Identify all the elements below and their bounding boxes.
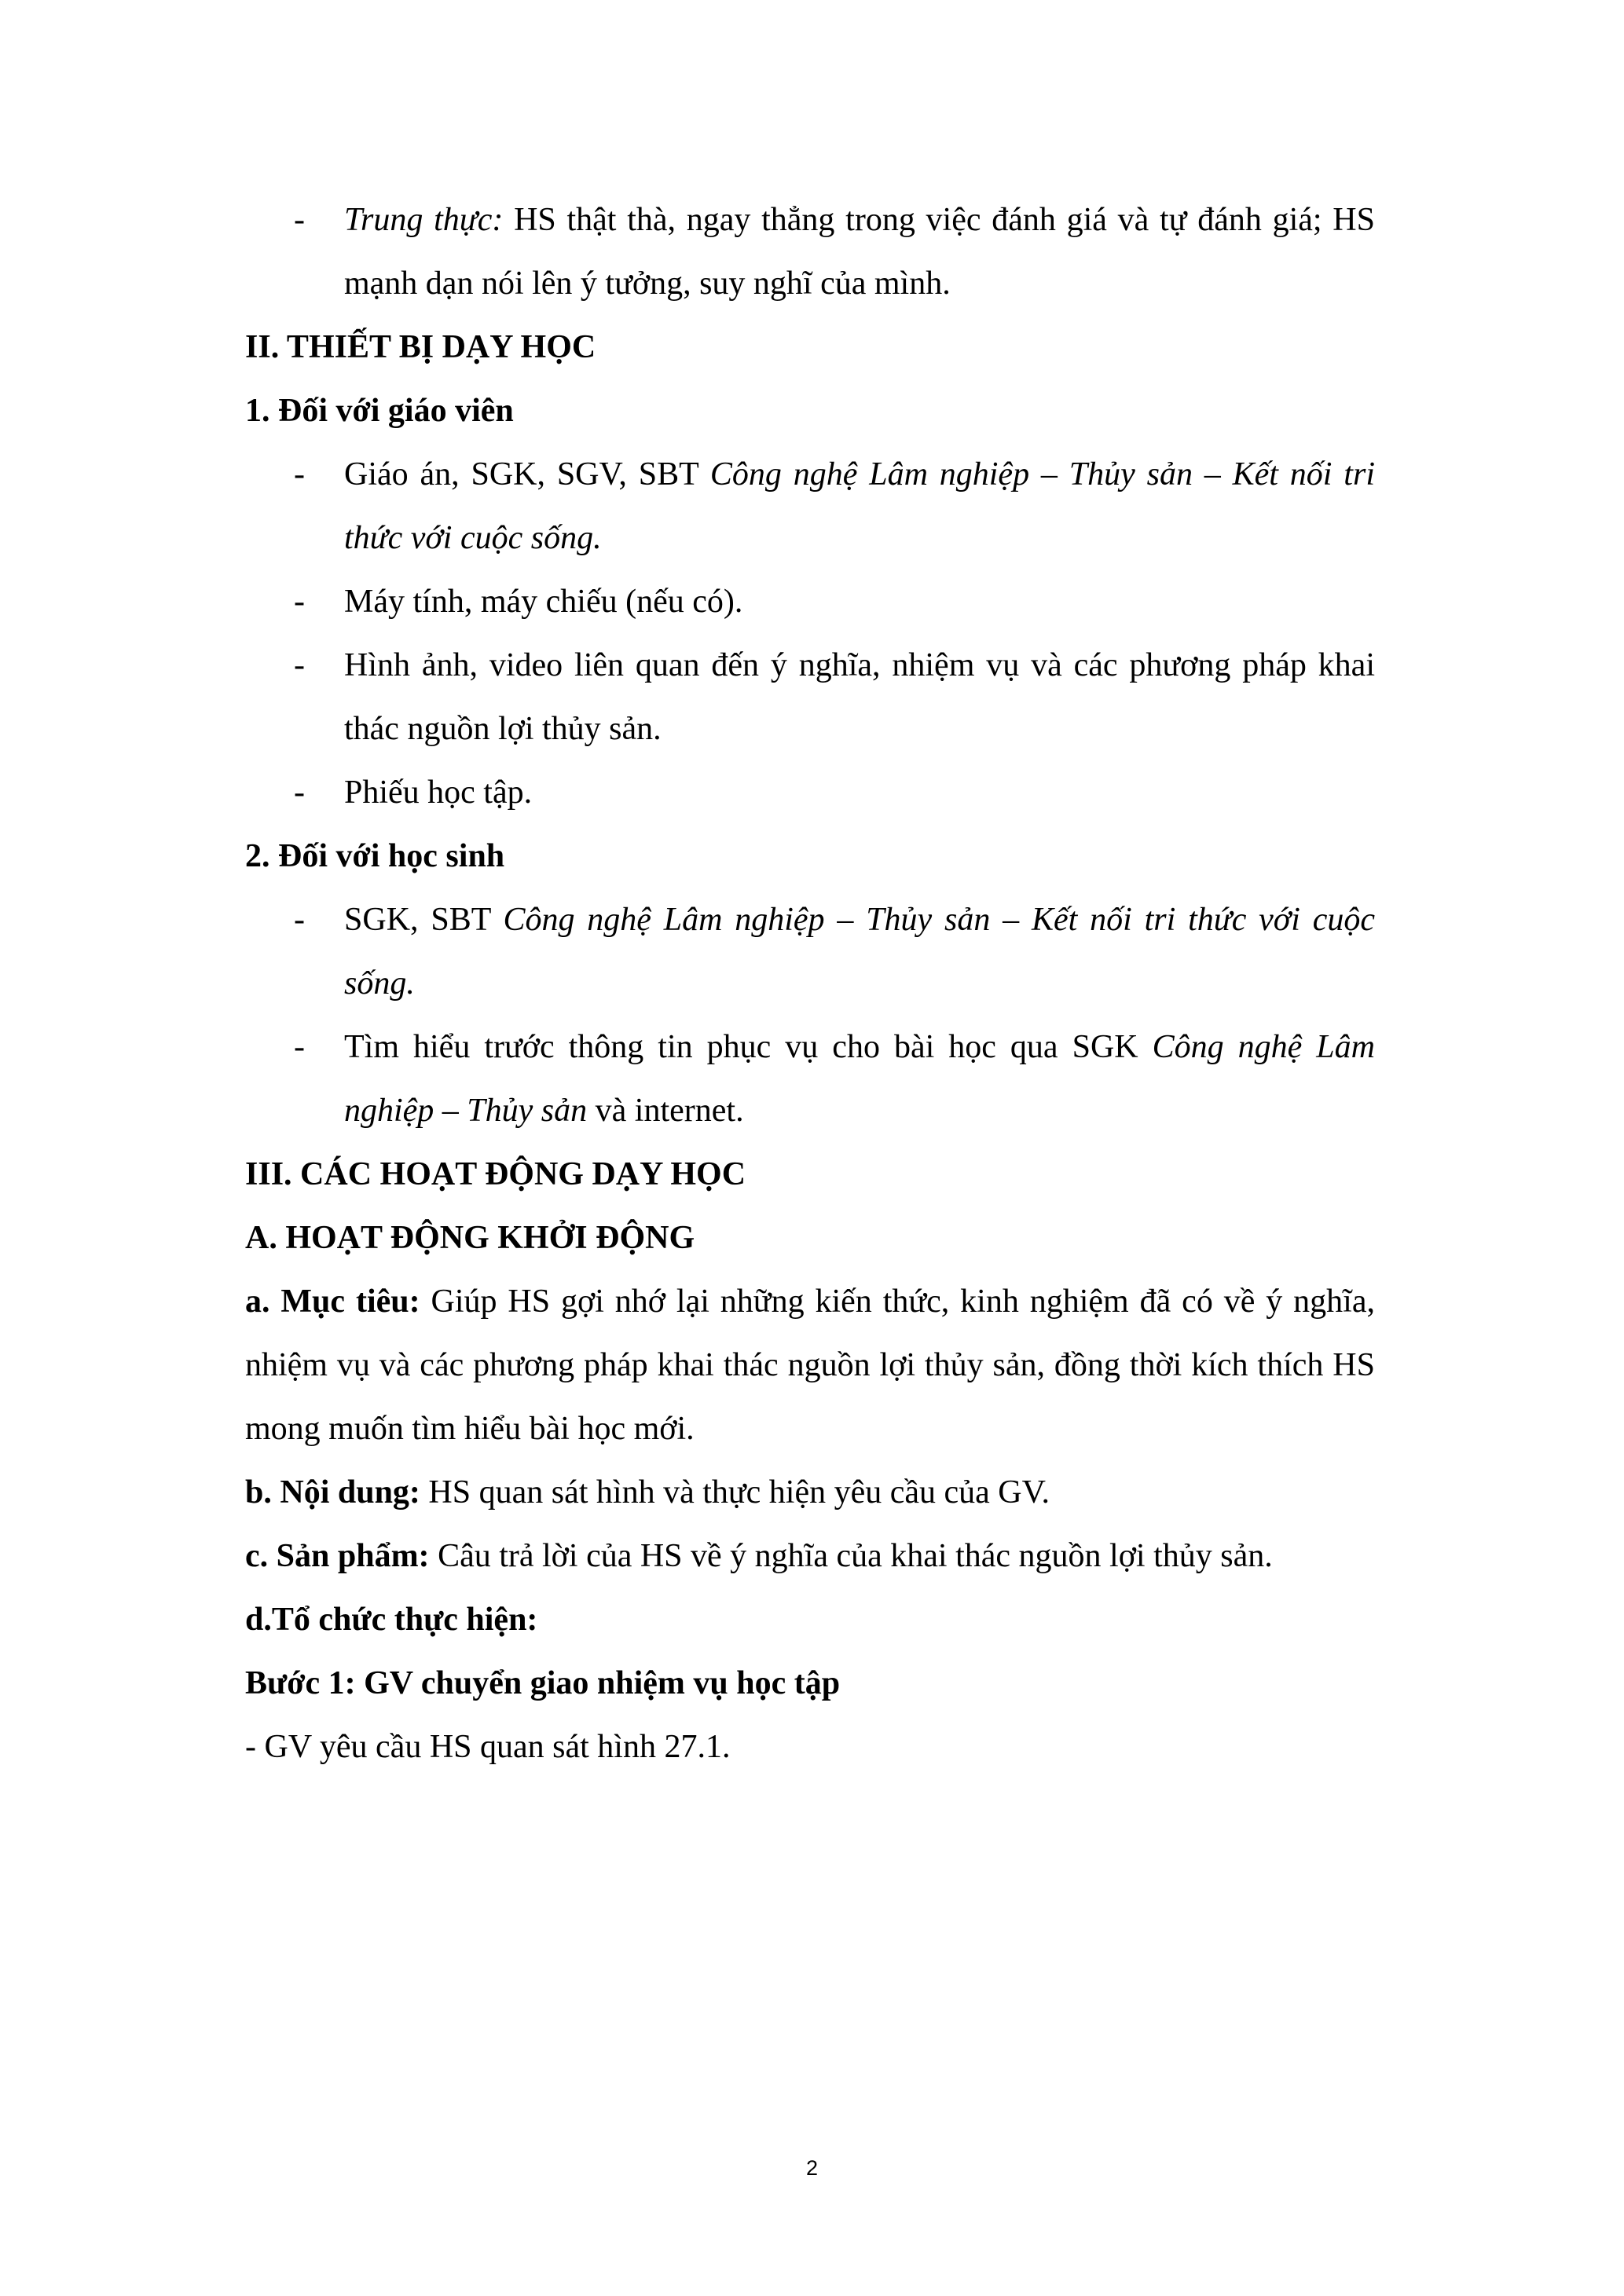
bullet-dash: - bbox=[294, 902, 305, 938]
teacher-subtitle: 1. Đối với giáo viên bbox=[245, 393, 514, 429]
bullet-dash: - bbox=[294, 202, 305, 238]
student-subtitle: 2. Đối với học sinh bbox=[245, 838, 505, 874]
product-paragraph bbox=[245, 1525, 1375, 1588]
student-item-books-title: Công nghệ Lâm nghiệp – Thủy sản – Kết nối tri thức với cuộc sống. bbox=[344, 902, 1375, 1002]
document-page bbox=[245, 189, 1375, 1779]
goal-paragraph bbox=[245, 1270, 1375, 1461]
bullet-dash: - bbox=[294, 456, 305, 493]
teacher-item-computer-text: Máy tính, máy chiếu (nếu có). bbox=[344, 584, 743, 620]
bullet-dash: - bbox=[294, 774, 305, 811]
teacher-item-materials bbox=[245, 443, 1375, 570]
goal-text: Giúp HS gợi nhớ lại những kiến thức, kinh nghiệm đã có về ý nghĩa, nhiệm vụ và các phương pháp khai thác nguồn lợi thủy sản, đồng thời kích thích HS mong muốn tìm hiểu bài học mới. bbox=[245, 1283, 1375, 1447]
product-label: c. Sản phẩm: bbox=[245, 1538, 430, 1574]
student-item-research-book: Công nghệ Lâm nghiệp – Thủy sản bbox=[344, 1029, 1375, 1129]
honesty-bullet bbox=[245, 189, 1375, 316]
content-paragraph bbox=[245, 1461, 1375, 1525]
honesty-text: HS thật thà, ngay thẳng trong việc đánh giá và tự đánh giá; HS mạnh dạn nói lên ý tưởng, suy nghĩ của mình. bbox=[344, 202, 1375, 302]
bullet-dash: - bbox=[294, 647, 305, 683]
teacher-item-worksheet-text: Phiếu học tập. bbox=[344, 774, 533, 811]
student-item-research-tail: và internet. bbox=[587, 1093, 744, 1129]
teacher-item-computer bbox=[245, 570, 1375, 634]
content-text: HS quan sát hình và thực hiện yêu cầu của GV. bbox=[420, 1474, 1050, 1511]
section2-title: II. THIẾT BỊ DẠY HỌC bbox=[245, 329, 596, 365]
teacher-item-media bbox=[245, 634, 1375, 761]
student-item-books bbox=[245, 888, 1375, 1016]
activity-title: A. HOẠT ĐỘNG KHỞI ĐỘNG bbox=[245, 1220, 695, 1256]
bullet-dash: - bbox=[294, 584, 305, 620]
student-item-books-text: SGK, SBT bbox=[344, 902, 504, 938]
step1-paragraph: - GV yêu cầu HS quan sát hình 27.1. bbox=[245, 1729, 731, 1765]
teacher-item-materials-text: Giáo án, SGK, SGV, SBT bbox=[344, 456, 710, 493]
teacher-item-media-text: Hình ảnh, video liên quan đến ý nghĩa, nhiệm vụ và các phương pháp khai thác nguồn lợi thủy sản. bbox=[344, 647, 1375, 747]
page-number: 2 bbox=[805, 2156, 819, 2180]
student-item-research bbox=[245, 1016, 1375, 1143]
teacher-item-worksheet bbox=[245, 761, 1375, 825]
section3-title: III. CÁC HOẠT ĐỘNG DẠY HỌC bbox=[245, 1156, 746, 1192]
product-text: Câu trả lời của HS về ý nghĩa của khai thác nguồn lợi thủy sản. bbox=[429, 1538, 1273, 1574]
step1-heading: Bước 1: GV chuyển giao nhiệm vụ học tập bbox=[245, 1665, 841, 1701]
honesty-label: Trung thực: bbox=[344, 202, 504, 238]
teacher-item-materials-book: Công nghệ Lâm nghiệp – Thủy sản – Kết nối tri thức với cuộc sống. bbox=[344, 456, 1375, 556]
student-item-research-text: Tìm hiểu trước thông tin phục vụ cho bài học qua SGK bbox=[344, 1029, 1153, 1065]
bullet-dash: - bbox=[294, 1029, 305, 1065]
content-label: b. Nội dung: bbox=[245, 1474, 420, 1511]
organize-heading: d.Tổ chức thực hiện: bbox=[245, 1602, 538, 1638]
goal-label: a. Mục tiêu: bbox=[245, 1283, 420, 1320]
